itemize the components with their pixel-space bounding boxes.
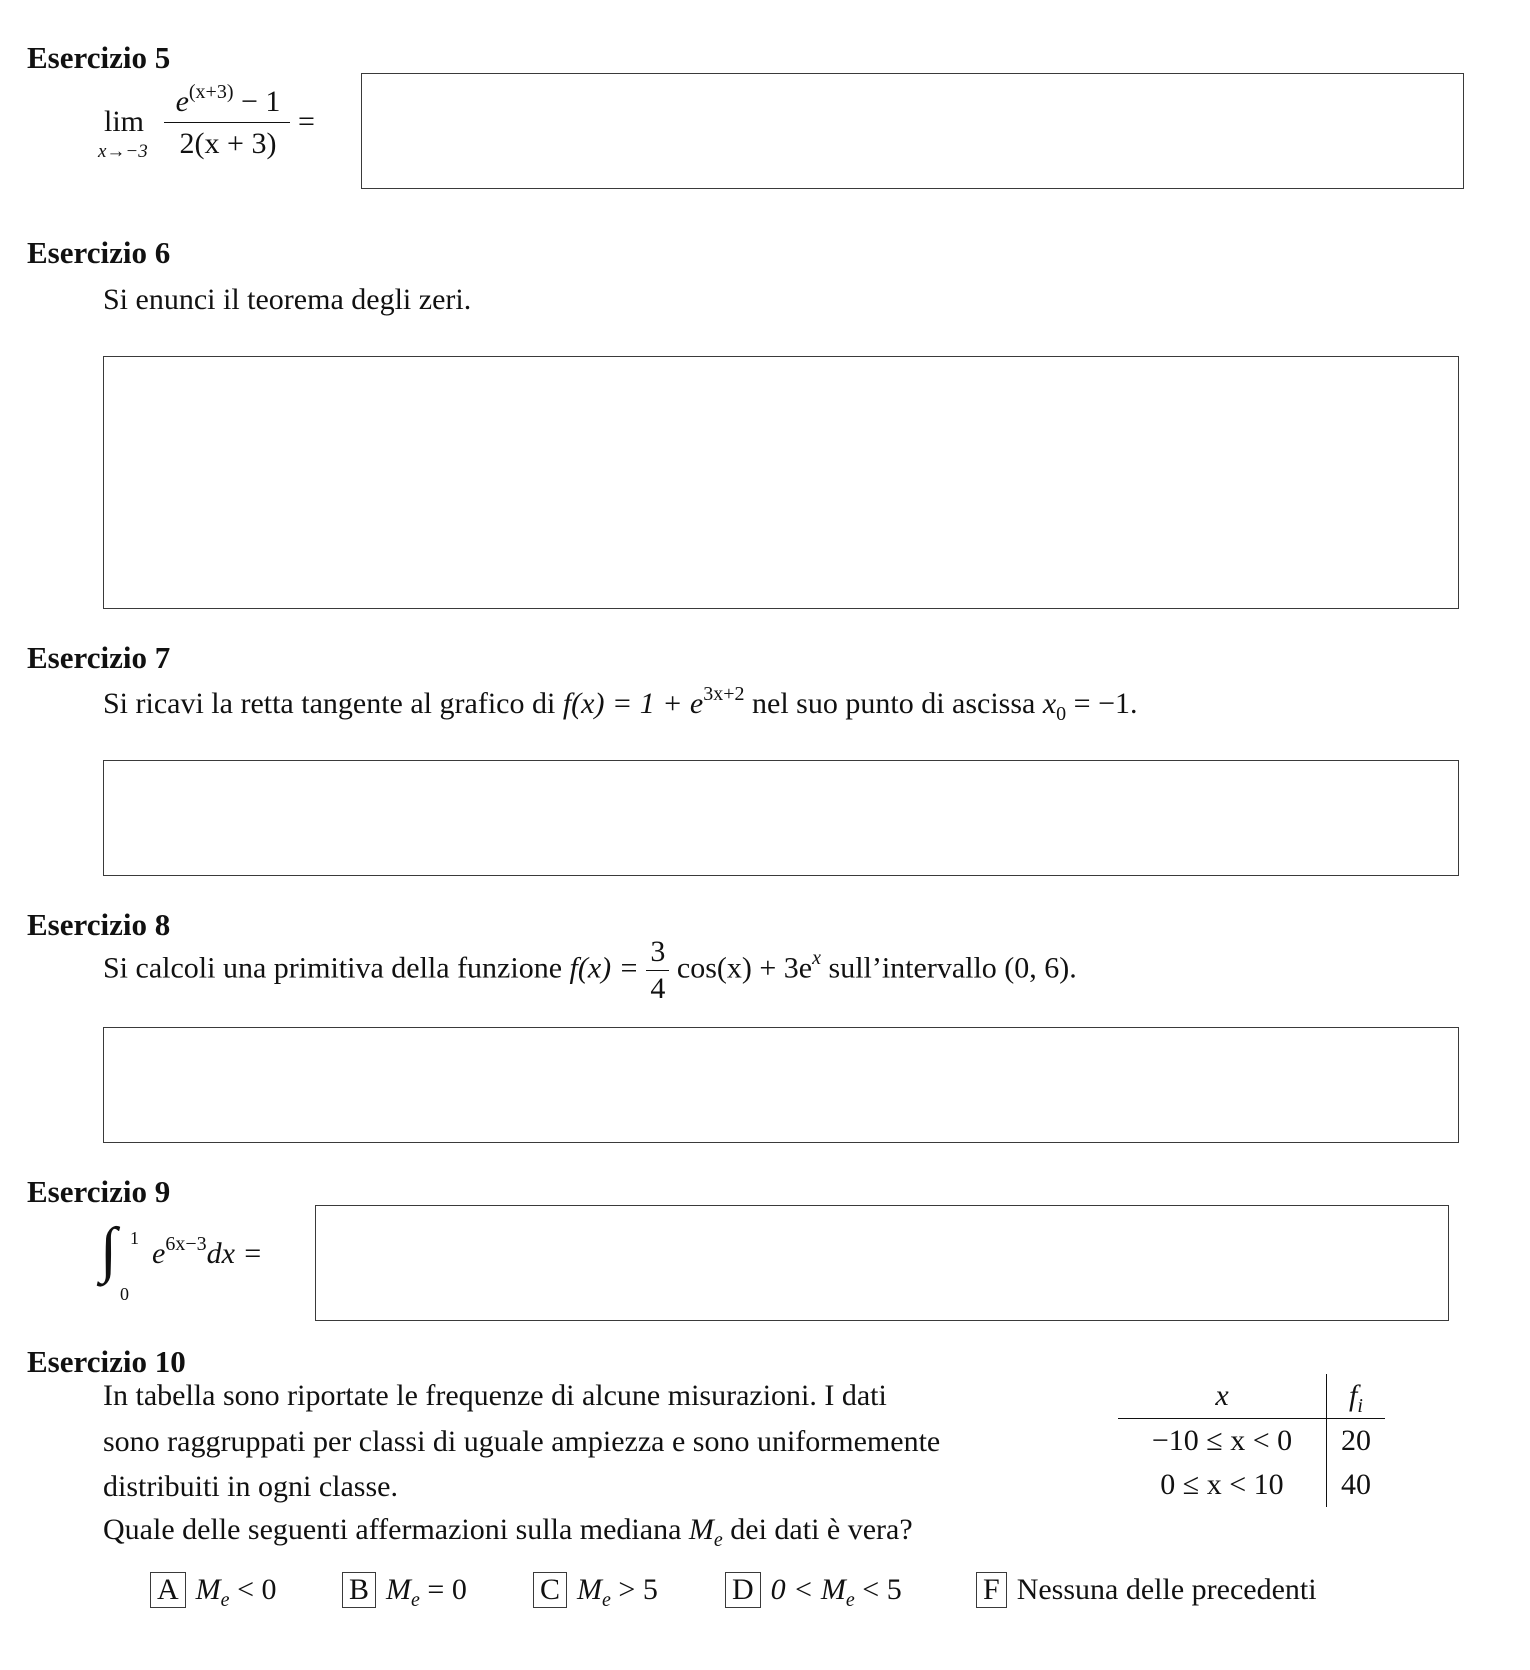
fraction-denominator: 4 — [646, 970, 669, 1007]
exercise-10-line-2: sono raggruppati per classi di uguale ampiezza e sono uniformemente — [103, 1425, 941, 1458]
fraction-numerator — [164, 81, 292, 120]
exponent: (x+3) — [188, 81, 234, 103]
question-part-a: Quale delle seguenti affermazioni sulla mediana — [103, 1513, 689, 1546]
exercise-8-prompt — [103, 934, 1077, 1007]
row-1-frequency: 20 — [1327, 1419, 1386, 1464]
exercise-9-answer-box[interactable] — [315, 1205, 1449, 1321]
exercise-8-answer-box[interactable] — [103, 1027, 1459, 1143]
function-name: f(x) = — [569, 951, 639, 985]
option-d[interactable]: D $0 < M_e < 5$ — [725, 1572, 902, 1608]
exercise-5-answer-box[interactable] — [361, 73, 1464, 189]
option-c-letter[interactable]: C — [533, 1572, 567, 1608]
exercise-6-title: Esercizio 6 — [27, 235, 171, 270]
header-x: x — [1118, 1374, 1327, 1419]
exercise-10-question — [103, 1512, 913, 1551]
exercise-9-title: Esercizio 9 — [27, 1174, 171, 1209]
point-variable: x — [1042, 687, 1057, 720]
exercise-10-title: Esercizio 10 — [27, 1344, 186, 1379]
exercise-7-answer-box[interactable] — [103, 760, 1459, 876]
fraction-denominator: 2(x + 3) — [179, 127, 277, 160]
option-b[interactable]: B $M_e = 0$ — [342, 1572, 467, 1608]
row-1-class: −10 ≤ x < 0 — [1151, 1424, 1293, 1457]
prompt-part-b: nel suo punto di ascissa — [744, 687, 1043, 720]
option-d-letter[interactable]: D — [725, 1572, 761, 1608]
integral-sign: ∫ — [100, 1216, 117, 1284]
option-f-letter[interactable]: F — [976, 1572, 1007, 1608]
prompt-part-a: Si calcoli una primitiva della funzione — [103, 951, 570, 985]
table-row — [1118, 1463, 1385, 1507]
header-frequency: $f_i$ — [1327, 1374, 1386, 1419]
option-a[interactable]: A $M_e < 0$ — [150, 1572, 276, 1608]
lim-operator: lim — [104, 105, 145, 138]
table-row — [1118, 1419, 1385, 1464]
fraction-bar — [164, 122, 290, 123]
prompt-part-b: sull’intervallo (0, 6). — [821, 951, 1077, 985]
exercise-6-answer-box[interactable] — [103, 356, 1459, 609]
e-symbol: e — [152, 1237, 166, 1270]
option-a-letter[interactable]: A — [150, 1572, 186, 1608]
frequency-table — [1118, 1374, 1385, 1507]
row-2-frequency: 40 — [1327, 1463, 1386, 1507]
numerator-rest: − 1 — [233, 85, 281, 118]
median-subscript: e — [713, 1529, 723, 1551]
exercise-9-formula — [100, 1214, 310, 1304]
point-value: = −1. — [1066, 687, 1138, 720]
function-body: cos(x) + 3e — [676, 951, 813, 985]
integral-upper-bound: 1 — [130, 1228, 139, 1248]
function-expression: f(x) = 1 + e — [562, 687, 704, 720]
question-part-b: dei dati è vera? — [722, 1513, 913, 1546]
fraction-three-quarters — [646, 934, 669, 1007]
option-f[interactable]: F Nessuna delle precedenti — [976, 1572, 1317, 1608]
table-header-row — [1118, 1374, 1385, 1419]
exercise-10-line-3: distribuiti in ogni classe. — [103, 1470, 398, 1503]
median-symbol: M — [688, 1513, 714, 1546]
exercise-10-line-1: In tabella sono riportate le frequenze di alcune misurazioni. I dati — [103, 1379, 887, 1412]
option-b-letter[interactable]: B — [342, 1572, 376, 1608]
option-c[interactable]: C $M_e > 5$ — [533, 1572, 658, 1608]
integrand-exponent: 6x−3 — [165, 1233, 207, 1255]
function-exponent: x — [812, 947, 822, 970]
dx-and-equals: dx = — [206, 1237, 263, 1270]
exercise-5-title: Esercizio 5 — [27, 40, 171, 75]
fraction-numerator: 3 — [650, 935, 666, 968]
exercise-8-title: Esercizio 8 — [27, 907, 171, 942]
row-2-class: 0 ≤ x < 10 — [1160, 1468, 1284, 1501]
exercise-6-prompt: Si enunci il teorema degli zeri. — [103, 283, 472, 316]
function-exponent: 3x+2 — [703, 683, 745, 705]
integral-lower-bound: 0 — [120, 1284, 129, 1304]
integrand — [152, 1233, 263, 1272]
exercise-5-formula — [98, 82, 338, 182]
exercise-7-title: Esercizio 7 — [27, 640, 171, 675]
lim-subscript: x→−3 — [98, 141, 148, 162]
prompt-part-a: Si ricavi la retta tangente al grafico di — [103, 687, 563, 720]
point-subscript: 0 — [1056, 703, 1067, 725]
exercise-7-prompt — [103, 683, 1138, 725]
e-symbol: e — [175, 85, 189, 118]
equals-sign: = — [298, 105, 315, 138]
